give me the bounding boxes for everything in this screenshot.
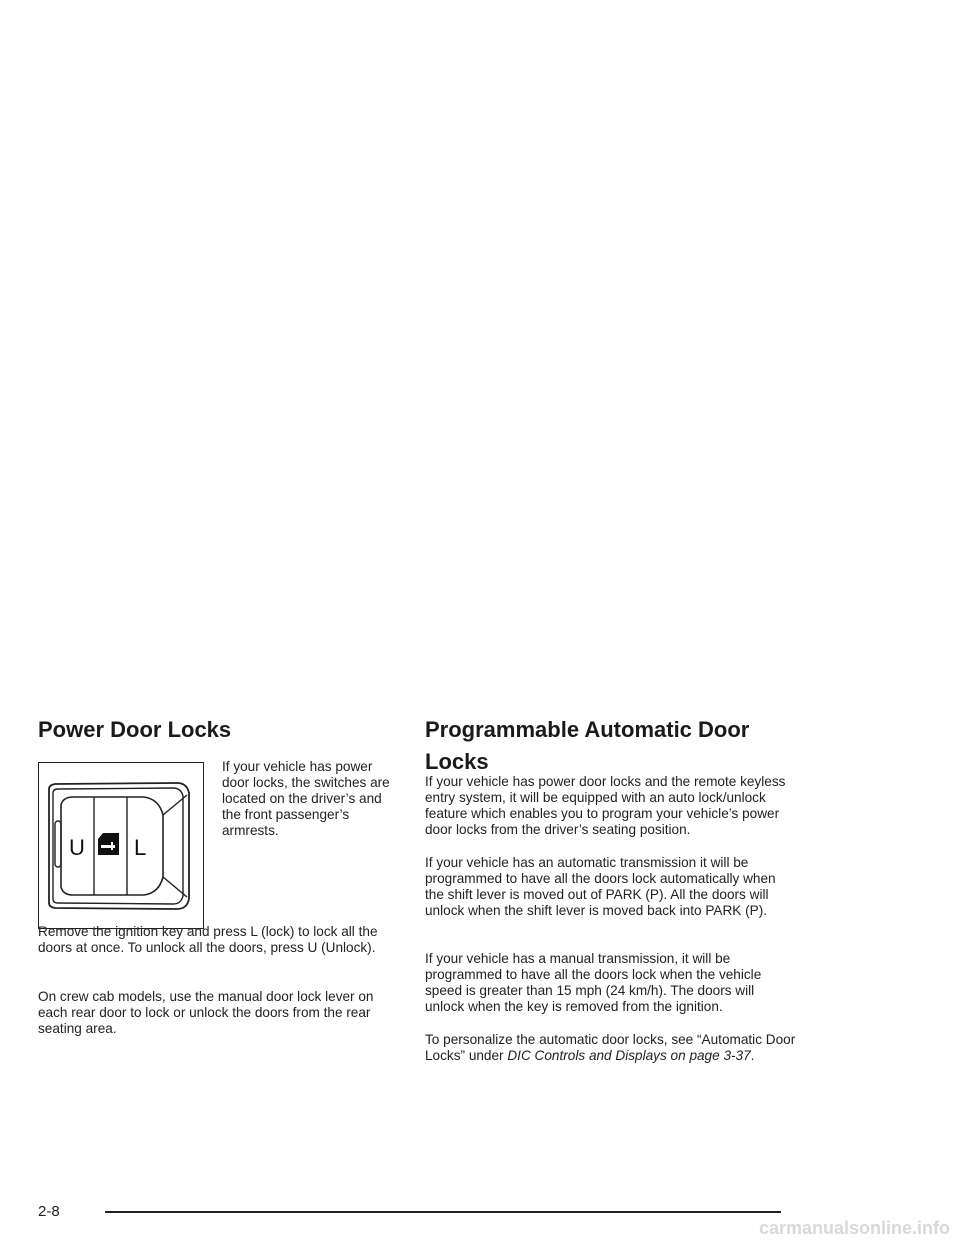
personalize-paragraph [425,1032,797,1064]
intro-paragraph: If your vehicle has power door locks, the switches are located on the driver’s and the front passenger’s armrests. [222,759,390,838]
door-lock-switch-drawing [39,763,202,927]
door-lock-switch-illustration [38,762,204,929]
remove-key-paragraph: Remove the ignition key and press L (lock) to lock all the doors at once. To unlock all the doors, press U (Unlock). [38,924,378,955]
door-lock-icon [98,833,119,855]
watermark: carmanualsonline.info [758,1218,950,1238]
dic-controls-link[interactable]: DIC Controls and Displays on page 3-37 [507,1048,751,1063]
switch-slot [55,821,61,867]
footer-rule [105,1211,781,1213]
automatic-transmission-paragraph: If your vehicle has an automatic transmission it will be programmed to have all the doors lock automatically when the shift lever is moved out of PARK (P). All the doors will unlock when the shift lever is moved back into PARK (P). [425,855,776,918]
personalize-end: . [750,1048,755,1063]
personalize-text: To personalize the automatic door locks, see “Automatic Door Locks” under [425,1032,796,1063]
manual-transmission-paragraph: If your vehicle has a manual transmission, it will be programmed to have all the doors lock when the vehicle speed is greater than 15 mph (24 km/h). The doors will unlock when the key is removed from the ignition. [425,951,762,1014]
crew-cab-paragraph: On crew cab models, use the manual door lock lever on each rear door to lock or unlock the doors from the rear seating area. [38,989,374,1036]
section-heading-power-door-locks: Power Door Locks [38,717,232,742]
section-heading-programmable-locks: Programmable Automatic Door Locks [425,717,750,774]
keyless-entry-paragraph: If your vehicle has power door locks and the remote keyless entry system, it will be equipped with an auto lock/unlock feature which enables you to program your vehicle’s power door locks from the driver’s seating position. [425,774,786,837]
page-number: 2-8 [38,1203,60,1220]
unlock-letter: U [69,835,85,860]
lock-letter: L [134,835,147,860]
